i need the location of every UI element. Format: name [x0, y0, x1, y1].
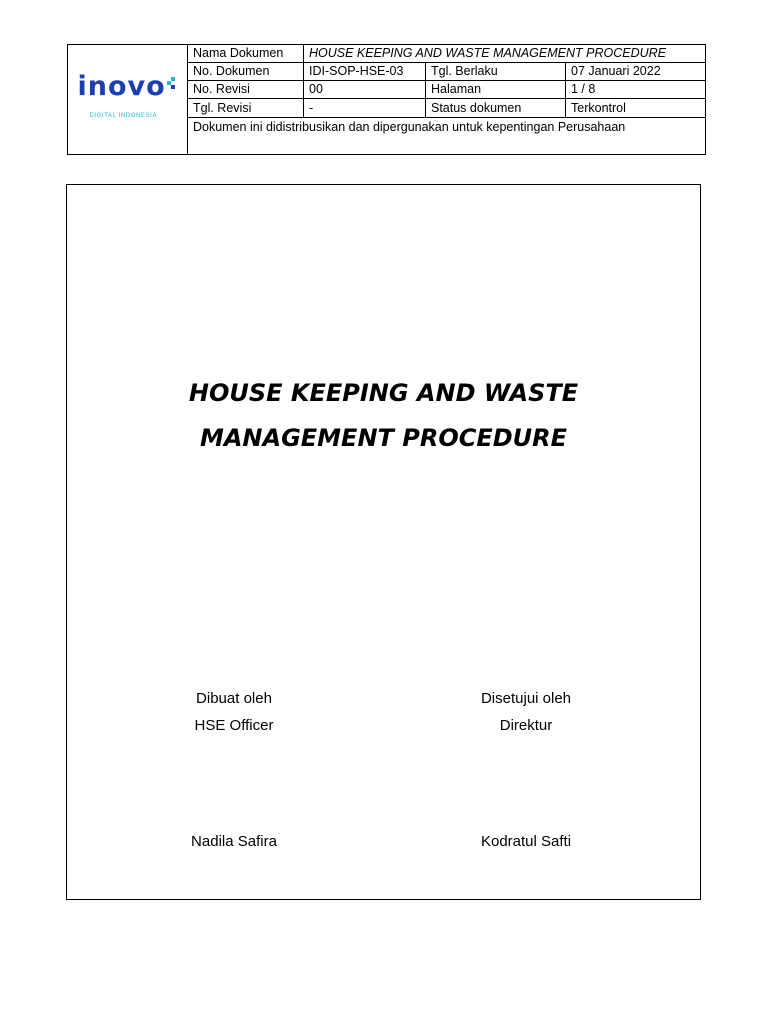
logo-tagline: DIGITAL INDONESIA	[89, 112, 158, 119]
nama-dokumen-value: HOUSE KEEPING AND WASTE MANAGEMENT PROCEDURE	[304, 45, 706, 63]
tgl-berlaku-label: Tgl. Berlaku	[426, 63, 566, 81]
approved-by-name: Kodratul Safti	[480, 833, 572, 850]
logo-wordmark: inovo	[77, 70, 166, 102]
no-revisi-value: 00	[304, 81, 426, 99]
no-revisi-label: No. Revisi	[188, 81, 304, 99]
tgl-revisi-value: -	[304, 99, 426, 117]
tgl-revisi-label: Tgl. Revisi	[188, 99, 304, 117]
logo-pixel-icon	[166, 77, 176, 97]
cover-page-box	[66, 184, 701, 900]
company-logo	[77, 70, 178, 119]
made-by-name: Nadila Safira	[191, 833, 277, 850]
halaman-label: Halaman	[426, 81, 566, 99]
distribution-notice: Dokumen ini didistribusikan dan dipergunakan untuk kepentingan Perusahaan	[188, 117, 706, 154]
no-dokumen-value: IDI-SOP-HSE-03	[304, 63, 426, 81]
tgl-berlaku-value: 07 Januari 2022	[566, 63, 706, 81]
approved-by-role: Direktur	[499, 717, 553, 734]
made-by-role: HSE Officer	[194, 717, 274, 734]
status-dokumen-value: Terkontrol	[566, 99, 706, 117]
status-dokumen-label: Status dokumen	[426, 99, 566, 117]
made-by-label: Dibuat oleh	[196, 690, 272, 707]
document-title	[67, 371, 700, 461]
no-dokumen-label: No. Dokumen	[188, 63, 304, 81]
logo-cell	[68, 45, 188, 155]
document-title-line2: MANAGEMENT PROCEDURE	[199, 424, 568, 452]
document-header-table	[67, 44, 706, 155]
halaman-value: 1 / 8	[566, 81, 706, 99]
approved-by-label: Disetujui oleh	[480, 690, 572, 707]
document-title-line1: HOUSE KEEPING AND WASTE	[188, 379, 579, 407]
nama-dokumen-label: Nama Dokumen	[188, 45, 304, 63]
